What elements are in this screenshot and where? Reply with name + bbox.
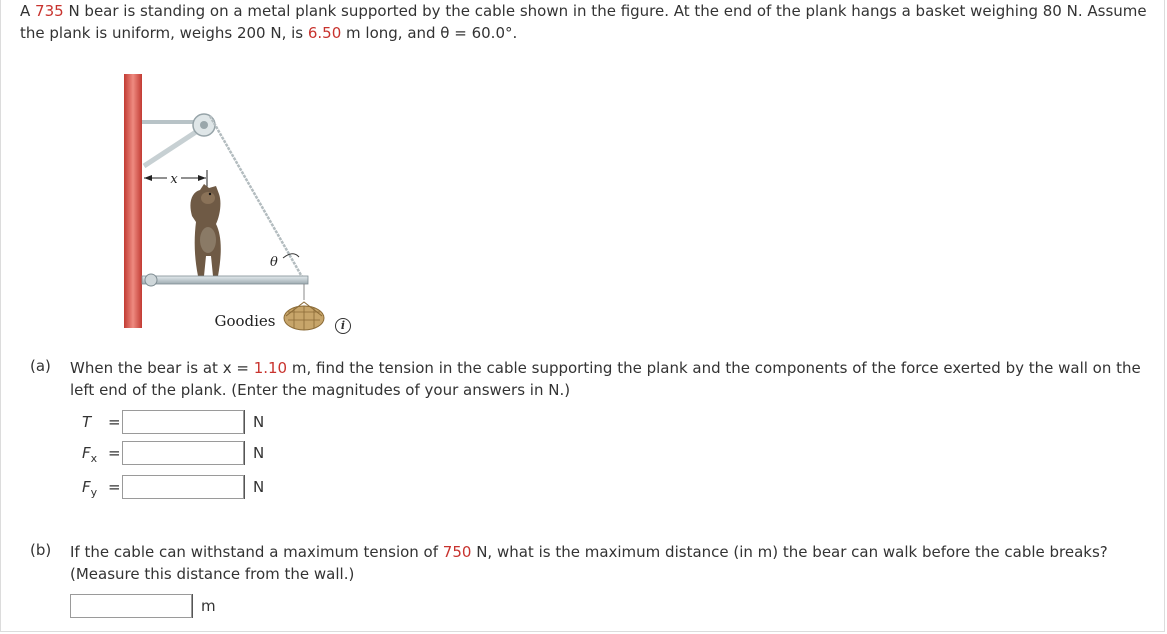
x-label: x bbox=[170, 172, 178, 187]
part-a-text-1: When the bear is at x = bbox=[70, 359, 254, 377]
basket-label: Goodies bbox=[214, 312, 276, 330]
max-tension-value: 750 bbox=[442, 543, 472, 561]
part-b-label: (b) bbox=[30, 541, 52, 559]
tension-unit: N bbox=[244, 410, 264, 434]
x-arrow-right bbox=[198, 175, 206, 181]
fx-variable: $F_x$ bbox=[82, 444, 98, 465]
plank-length-value: 6.50 bbox=[307, 24, 342, 42]
part-b-text-1: If the cable can withstand a maximum tension of bbox=[70, 543, 443, 561]
x-position-value: 1.10 bbox=[253, 359, 288, 377]
distance-input[interactable] bbox=[70, 594, 192, 618]
equals-sign: = bbox=[108, 444, 121, 462]
fy-unit: N bbox=[244, 475, 264, 499]
cable bbox=[210, 116, 305, 282]
part-a-text-2: m, find the tension in the cable supporting the plank and the components of the force exerted by the wall on the left end of the plank. (Enter the magnitudes of your answers in N.) bbox=[70, 359, 1141, 399]
intro-text-2: N bear is standing on a metal plank supported by the cable shown in the figure. At the end of the plank hangs a basket weighing 80 N. Assume the plank is uniform, weighs 200 N, is bbox=[20, 2, 1147, 42]
info-icon[interactable]: i bbox=[335, 318, 351, 334]
problem-statement bbox=[20, 0, 1150, 44]
fx-input[interactable] bbox=[122, 441, 244, 465]
part-a-label: (a) bbox=[30, 357, 51, 375]
bear-plank-figure bbox=[118, 70, 348, 340]
equals-sign: = bbox=[108, 413, 121, 431]
plank bbox=[142, 276, 308, 284]
basket-illustration bbox=[284, 302, 324, 330]
pulley-hub bbox=[200, 121, 208, 129]
bear-illustration bbox=[190, 184, 220, 276]
x-arrow-left bbox=[144, 175, 152, 181]
intro-text-1: A bbox=[20, 2, 36, 20]
part-a-question bbox=[70, 357, 1150, 401]
fx-unit: N bbox=[244, 441, 264, 465]
equals-sign: = bbox=[108, 478, 121, 496]
wall bbox=[124, 74, 142, 328]
pulley-strut bbox=[144, 128, 202, 166]
tension-variable: T bbox=[82, 413, 92, 431]
plank-hinge bbox=[145, 274, 157, 286]
fy-input[interactable] bbox=[122, 475, 244, 499]
part-b-question bbox=[70, 541, 1150, 585]
theta-label: θ bbox=[270, 255, 278, 270]
fy-variable: $F_y$ bbox=[82, 478, 98, 499]
intro-text-3: m long, and θ = 60.0°. bbox=[341, 24, 518, 42]
bear-weight-value: 735 bbox=[35, 2, 64, 20]
distance-unit: m bbox=[192, 594, 212, 618]
part-b-text-2: N, what is the maximum distance (in m) the bear can walk before the cable breaks? (Measure this distance from the wall.) bbox=[70, 543, 1108, 583]
tension-input[interactable] bbox=[122, 410, 244, 434]
